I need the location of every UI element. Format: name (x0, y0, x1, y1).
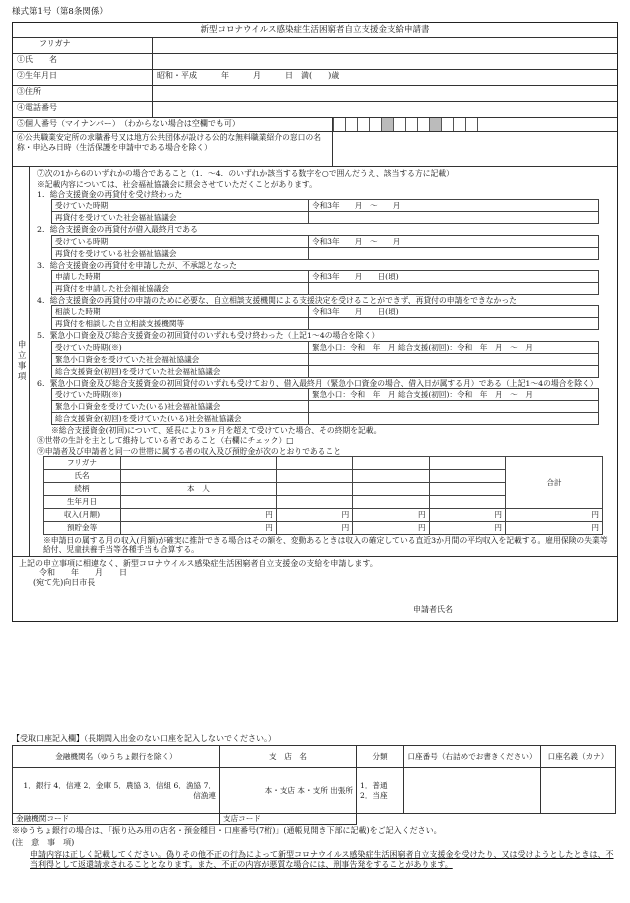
total-header: 合計 (506, 456, 603, 508)
bank-options[interactable]: 1．銀行 4．信連 2．金庫 5．農協 3．信組 6．漁協 7．信漁連 (13, 768, 220, 814)
label-mynumber: ⑤個人番号（マイナンバー） （わからない場合は空欄でも可） (13, 118, 333, 131)
cell[interactable]: 円 (506, 508, 603, 521)
apply-date[interactable]: 令和 年 月 日 (39, 568, 127, 578)
input-address[interactable] (153, 86, 617, 101)
cell: 氏名 (44, 469, 121, 482)
label-jobnum: ⑥公共職業安定所の求職番号又は地方公共団体が設ける公的な無料職業紹介の窓口の名称・申込み日時（生活保護を申請中である場合を除く） (13, 132, 333, 166)
cell: 続柄 (44, 482, 121, 495)
cell[interactable] (429, 456, 505, 469)
mynumber-boxes[interactable] (333, 118, 489, 131)
cell: フリガナ (44, 456, 121, 469)
row-jobnum (13, 132, 617, 167)
header-number: 口座番号（右詰めでお書きください） (404, 746, 541, 768)
cell: 生年月日 (44, 495, 121, 508)
intro2: ※記載内容については、社会福祉協議会に照会させていただくことがあります。 (37, 179, 317, 189)
cell[interactable]: 円 (276, 508, 352, 521)
row-furigana (13, 38, 617, 54)
cell[interactable] (309, 365, 599, 377)
form-id: 様式第1号（第8条関係） (12, 7, 108, 17)
form-frame (12, 22, 618, 622)
cell[interactable] (429, 495, 505, 508)
cell[interactable] (309, 353, 599, 365)
cell[interactable] (121, 469, 277, 482)
branch-code-label[interactable]: 支店コード (220, 814, 357, 825)
apply-text: 上記の申立事項に相違なく、新型コロナウイルス感染症生活困窮者自立支援金の支給を申請します。 (19, 558, 378, 568)
cell: 受けていた時期 (52, 200, 309, 212)
label-phone: ④電話番号 (13, 102, 153, 117)
section-body (30, 167, 617, 555)
row-name (13, 54, 617, 70)
input-furigana[interactable] (153, 38, 617, 53)
row-mynumber (13, 118, 617, 132)
cell[interactable]: 令和3年 月 ～ 月 (309, 235, 599, 247)
label-name: ①氏 名 (13, 54, 153, 69)
cell[interactable]: 円 (121, 508, 277, 521)
cell[interactable]: 令和3年 月 日(頃) (309, 306, 599, 318)
header-type: 分類 (357, 746, 404, 768)
item5-table (51, 341, 599, 378)
cell[interactable]: 円 (429, 521, 505, 534)
item2[interactable]: 2．総合支援資金の再貸付が借入最終月である (37, 225, 198, 235)
cell: 緊急小口資金を受けていた社会福祉協議会 (52, 353, 309, 365)
declaration-section (13, 167, 617, 556)
row-phone (13, 102, 617, 118)
cell[interactable] (309, 412, 599, 424)
cell[interactable] (353, 456, 429, 469)
branch-options[interactable]: 本・支店 本・支所 出張所 (220, 768, 357, 814)
header-branch: 支 店 名 (220, 746, 357, 768)
header-bank: 金融機関名（ゆうちょ銀行を除く） (13, 746, 220, 768)
cell[interactable]: 円 (353, 521, 429, 534)
cell[interactable]: 緊急小口：令和 年 月 総合支援(初回)：令和 年 月 ～ 月 (309, 341, 599, 353)
input-jobnum[interactable] (333, 132, 617, 166)
account-holder-input[interactable] (541, 768, 616, 814)
cell: 受けている時期 (52, 235, 309, 247)
cell: 緊急小口資金を受けていた(いる)社会福祉協議会 (52, 400, 309, 412)
form-title: 新型コロナウイルス感染症生活困窮者自立支援金支給申請書 (13, 23, 617, 38)
cell[interactable]: 円 (353, 508, 429, 521)
item1-table (51, 199, 599, 224)
cell[interactable] (353, 469, 429, 482)
cell: 受けていた時期(※) (52, 388, 309, 400)
note9: ※申請日の属する月の収入(月額)が確実に推計できる場合はその額を、変動あるときは収入の確定している直近3か月間の平均収入を記載する。雇用保険の失業等給付、児童扶養手当等各種手当も合算する。 (43, 535, 608, 555)
cell[interactable] (309, 282, 599, 294)
apply-block (13, 557, 617, 621)
cell[interactable] (309, 212, 599, 224)
item8[interactable]: ⑧世帯の生計を主として維持している者であること（右欄にチェック）□ (37, 436, 294, 446)
cell[interactable]: 令和3年 月 ～ 月 (309, 200, 599, 212)
item5[interactable]: 5．緊急小口資金及び総合支援資金の初回貸付のいずれも受け終わった（上記1～4の場合を除く） (37, 331, 380, 341)
income-table (43, 456, 603, 535)
item1[interactable]: 1．総合支援資金の再貸付を受け終わった (37, 189, 183, 199)
cell[interactable] (353, 482, 429, 495)
cell: 収入(月額) (44, 508, 121, 521)
bank-code-label[interactable]: 金融機関コード (13, 814, 220, 825)
cell[interactable]: 円 (276, 521, 352, 534)
note6: ※総合支援資金(初回)について、延長により3ヶ月を超えて受けていた場合、その終期を記載。 (51, 425, 382, 435)
cell: 再貸付を受けている社会福祉協議会 (52, 247, 309, 259)
cell: 申請した時期 (52, 270, 309, 282)
intro1: ⑦次の1から6のいずれかの場合であること（1．～4．のいずれか該当する数字を○で囲んだうえ、該当する方に記載） (37, 169, 454, 179)
footer-note2: 申請内容は正しく記載してください。偽りその他不正の行為によって新型コロナウイルス感染症生活困窮者自立支援金を受けたり、又は受けようとしたときは、不当利得として返還請求されることとなります。また、不正の内容が悪質な場合には、刑事告発をすることがあります。 (30, 850, 614, 869)
input-birth[interactable]: 昭和・平成 年 月 日 満( )歳 (157, 71, 340, 81)
cell[interactable] (121, 456, 277, 469)
header-holder: 口座名義（カナ） (541, 746, 616, 768)
cell[interactable]: 円 (429, 508, 505, 521)
cell: 受けていた時期(※) (52, 341, 309, 353)
section-label: 申立事項 (13, 167, 30, 555)
item3-table (51, 270, 599, 295)
cell[interactable] (429, 469, 505, 482)
signature-label: 申請者氏名 (413, 604, 453, 614)
cell[interactable] (276, 456, 352, 469)
cell: 再貸付を相談した自立相談支援機関等 (52, 318, 309, 330)
item3[interactable]: 3．総合支援資金の再貸付を申請したが、不承認となった (37, 260, 237, 270)
item9: ⑨申請者及び申請者と同一の世帯に属する者の収入及び預貯金が次のとおりであること (37, 446, 342, 456)
cell: 再貸付を受けていた社会福祉協議会 (52, 212, 309, 224)
cell: 預貯金等 (44, 521, 121, 534)
cell[interactable]: 緊急小口：令和 年 月 総合支援(初回)：令和 年 月 ～ 月 (309, 388, 599, 400)
footer-note-heading: (注 意 事 項) (12, 838, 75, 847)
item2-table (51, 235, 599, 260)
cell[interactable] (309, 247, 599, 259)
item6[interactable]: 6．緊急小口資金及び総合支援資金の初回貸付のいずれも受けており、借入最終月（緊急小口資金の場合、借入日が属する月）である（上記1～4の場合を除く） (37, 378, 598, 388)
cell[interactable] (309, 318, 599, 330)
input-phone[interactable] (153, 102, 617, 117)
cell[interactable] (429, 482, 505, 495)
label-birth: ②生年月日 (13, 70, 153, 85)
item6-table (51, 388, 599, 425)
cell: 総合支援資金(初回)を受けていた(いる)社会福祉協議会 (52, 412, 309, 424)
cell[interactable] (276, 482, 352, 495)
apply-to: (宛て先)向日市長 (33, 577, 96, 587)
cell[interactable]: 円 (506, 521, 603, 534)
footer-note1: ※ゆうちょ銀行の場合は、「振り込み用の店名・預金種目・口座番号(7桁)」(通帳見開き下部に記載)をご記入ください。 (12, 826, 442, 835)
cell[interactable] (309, 400, 599, 412)
label-furigana: フリガナ (13, 38, 153, 53)
label-address: ③住所 (13, 86, 153, 101)
cell: 本 人 (121, 482, 277, 495)
cell: 総合支援資金(初回)を受けていた社会福祉協議会 (52, 365, 309, 377)
cell[interactable]: 円 (121, 521, 277, 534)
cell[interactable] (121, 495, 277, 508)
type-options[interactable]: 1．普通 2．当座 (357, 768, 404, 814)
row-birth (13, 70, 617, 86)
input-name[interactable] (153, 54, 617, 69)
account-number-input[interactable] (404, 768, 541, 814)
account-table (12, 745, 616, 825)
cell[interactable]: 令和3年 月 日(頃) (309, 270, 599, 282)
item4[interactable]: 4．総合支援資金の再貸付の申請のために必要な、自立相談支援機関による支援決定を受けることができず、再貸付の申請をできなかった (37, 295, 517, 305)
cell[interactable] (353, 495, 429, 508)
row-address (13, 86, 617, 102)
cell[interactable] (276, 469, 352, 482)
cell[interactable] (276, 495, 352, 508)
item4-table (51, 305, 599, 330)
account-title: 【受取口座記入欄】（長期間入出金のない口座を記入しないでください。） (12, 734, 276, 743)
cell: 相談した時期 (52, 306, 309, 318)
cell: 再貸付を申請した社会福祉協議会 (52, 282, 309, 294)
